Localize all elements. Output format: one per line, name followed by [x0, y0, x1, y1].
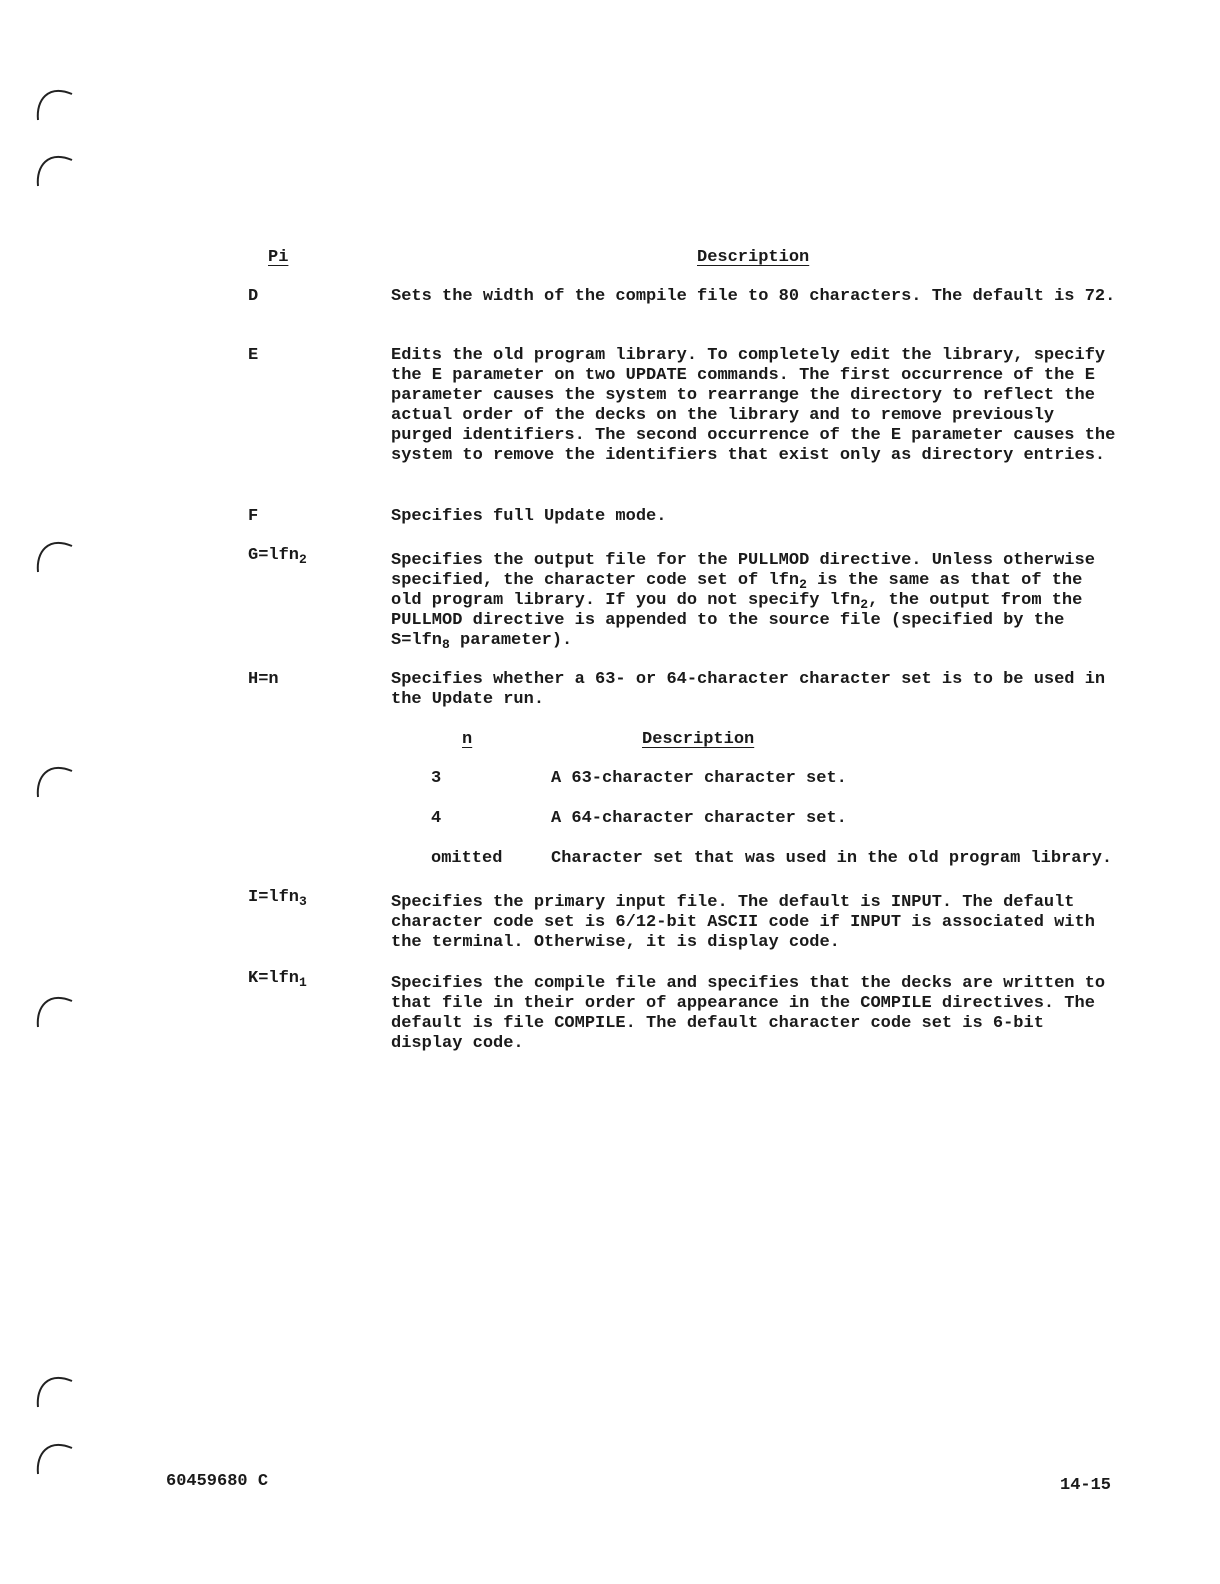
param-desc-h: Specifies whether a 63- or 64-character character set is to be used in the Update run.: [391, 670, 1106, 709]
param-name-e: E: [248, 346, 259, 365]
h-table-n-header: n: [462, 730, 473, 749]
document-number: 60459680 C: [166, 1472, 269, 1491]
binder-hole-mark: [32, 755, 76, 799]
binder-hole-mark: [32, 530, 76, 574]
page-number: 14-15: [1060, 1476, 1112, 1495]
param-name-g: G=lfn$_2$: [248, 546, 307, 567]
param-desc-i: Specifies the primary input file. The default is INPUT. The default character code set is 6/12-bit ASCII code if INPUT is associated with the terminal. Otherwise, it is display code.: [391, 893, 1095, 952]
binder-hole-mark: [32, 1365, 76, 1409]
h-table-description-header: Description: [642, 730, 755, 749]
binder-hole-mark: [32, 1432, 76, 1476]
param-name-i: I=lfn$_3$: [248, 888, 307, 909]
param-desc-d: Sets the width of the compile file to 80 characters. The default is 72.: [391, 287, 1116, 306]
binder-hole-mark: [32, 78, 76, 122]
param-name-h: H=n: [248, 670, 279, 689]
param-desc-f: Specifies full Update mode.: [391, 507, 667, 526]
h-table-row-desc: Character set that was used in the old program library.: [551, 849, 1113, 868]
param-column-header: Pi: [268, 248, 289, 267]
param-desc-k: Specifies the compile file and specifies that the decks are written to that file in their order of appearance in the COMPILE directives. The default is file COMPILE. The default character code set is 6-bit display code.: [391, 974, 1106, 1053]
h-table-row-desc: A 64-character character set.: [551, 809, 847, 828]
description-column-header: Description: [697, 248, 810, 267]
h-table-row-n: 3: [431, 769, 442, 788]
binder-hole-mark: [32, 985, 76, 1029]
binder-hole-mark: [32, 144, 76, 188]
param-name-d: D: [248, 287, 259, 306]
param-desc-e: Edits the old program library. To completely edit the library, specify the E parameter on two UPDATE commands. The first occurrence of the E parameter causes the system to rearrange the directory to reflect the actual order of the decks on the library and to remove previously purged identifiers. The second occurrence of the E parameter causes the system to remove the identifiers that exist only as directory entries.: [391, 346, 1116, 465]
h-table-row-n: omitted: [431, 849, 503, 868]
param-desc-g: Specifies the output file for the PULLMOD directive. Unless otherwise specified, the character code set of lfn$_2$ is the same as that of the old program library. If you do not specify lfn$_2$, the output from the PULLMOD directive is appended to the source file (specified by the S=lfn$_8$ parameter).: [391, 551, 1095, 652]
h-table-row-n: 4: [431, 809, 442, 828]
param-name-k: K=lfn$_1$: [248, 969, 307, 990]
h-table-row-desc: A 63-character character set.: [551, 769, 847, 788]
param-name-f: F: [248, 507, 259, 526]
